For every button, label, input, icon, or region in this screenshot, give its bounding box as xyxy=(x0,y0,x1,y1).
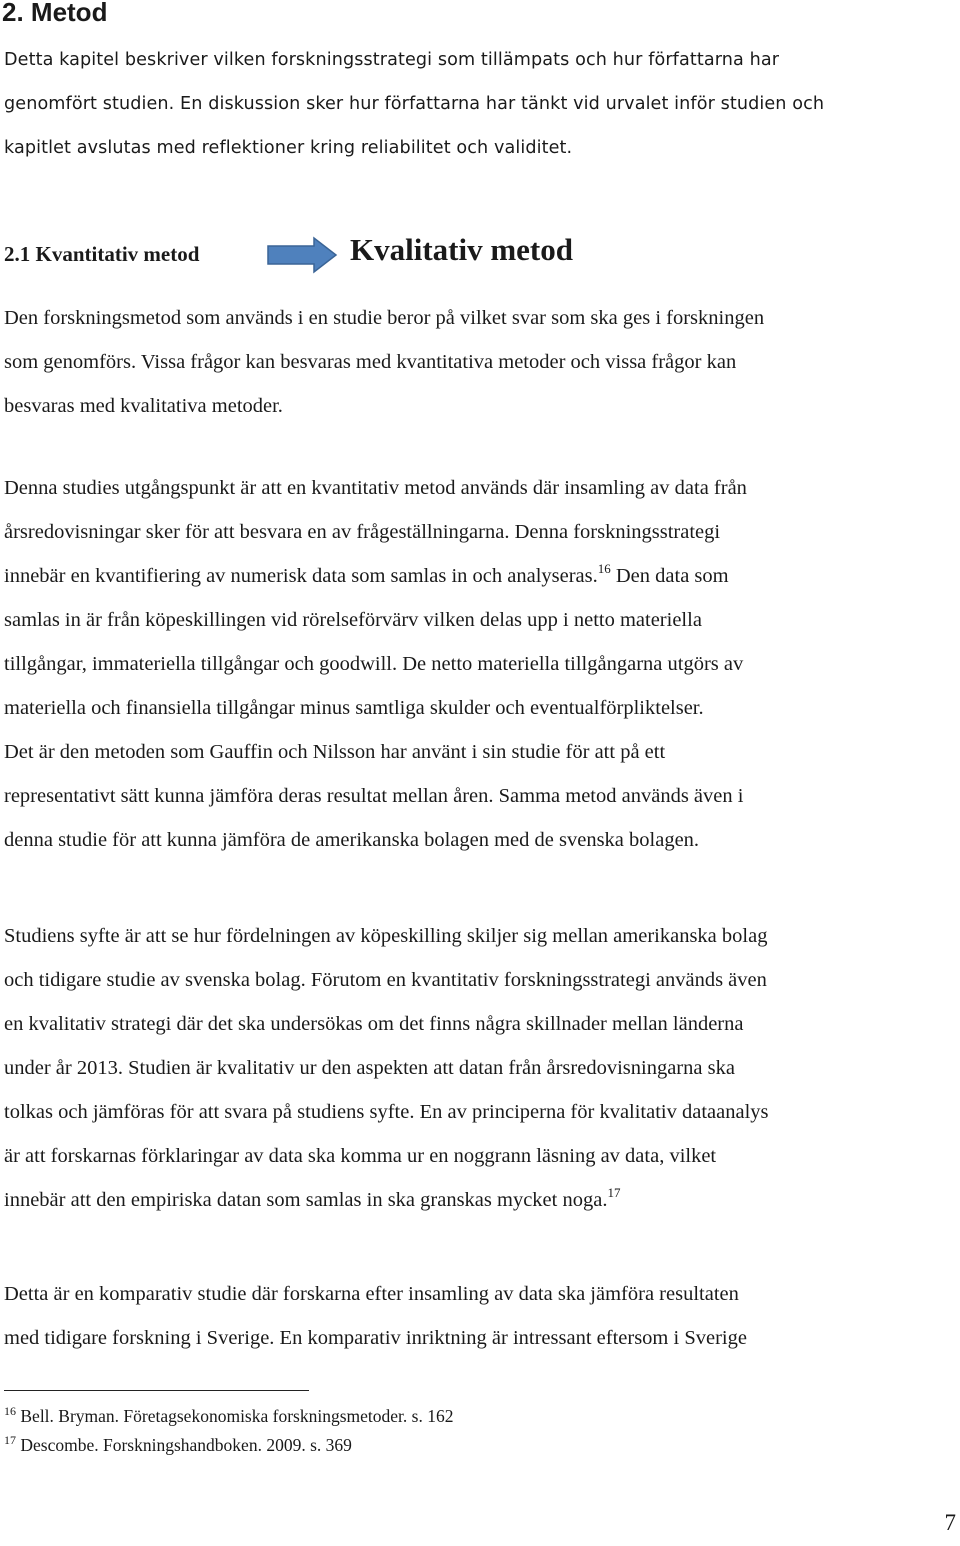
footnote-text: Bell. Bryman. Företagsekonomiska forskningsmetoder. s. 162 xyxy=(16,1406,454,1426)
body-paragraph-1: Den forskningsmetod som används i en studie beror på vilket svar som ska ges i forskningen som genomförs. Vissa frågor kan besvaras med kvantitativa metoder och vissa frågor kan besvaras med kvalitativa metoder. xyxy=(4,307,765,417)
page-number: 7 xyxy=(944,1510,956,1535)
right-arrow-icon xyxy=(266,236,338,274)
section-alt-title: Kvalitativ metod xyxy=(350,232,573,267)
section-heading xyxy=(4,228,956,288)
footnote-divider xyxy=(4,1390,309,1391)
footnote-text: Descombe. Forskningshandboken. 2009. s. 369 xyxy=(16,1435,352,1455)
paragraph-3-text: Studiens syfte är att se hur fördelningen av köpeskilling skiljer sig mellan amerikanska bolag och tidigare studie av svenska bolag. Förutom en kvantitativ forskningsstrategi används även en kvalitativ strategi där det ska undersökas om det finns några skillnader mellan länderna under år 2013. Studien är kvalitativ ur den aspekten att datan från årsredovisningarna ska tolkas och jämföras för att svara på studiens syfte. En av principerna för kvalitativ dataanalys är att forskarnas förklaringar av data ska komma ur en noggrann läsning av data, vilket innebär att den empiriska datan som samlas in ska granskas mycket noga. xyxy=(4,925,769,1211)
footnote-number: 17 xyxy=(4,1433,16,1447)
paragraph-2-text-b: Den data som samlas in är från köpeskillingen vid rörelseförvärv vilken delas upp i netto materiella tillgångar, immateriella tillgångar och goodwill. De netto materiella tillgångarna utgörs av materiella och finansiella tillgångar minus samtliga skulder och eventualförpliktelser. Det är den metoden som Gauffin och Nilsson har använt i sin studie för att på ett representativt sätt kunna jämföra deras resultat mellan åren. Samma metod används även i denna studie för att kunna jämföra de amerikanska bolagen med de svenska bolagen. xyxy=(4,565,744,851)
body-paragraph-2 xyxy=(4,466,956,862)
body-paragraph-4: Detta är en komparativ studie där forskarna efter insamling av data ska jämföra resultaten med tidigare forskning i Sverige. En komparativ inriktning är intressant eftersom i Sverige xyxy=(4,1283,747,1349)
paragraph-2-text-a: Denna studies utgångspunkt är att en kvantitativ metod används där insamling av data från årsredovisningar sker för att besvara en av frågeställningarna. Denna forskningsstrategi innebär en kvantifiering av numerisk data som samlas in och analyseras. xyxy=(4,477,747,587)
footnote-17 xyxy=(4,1433,352,1457)
footnote-number: 16 xyxy=(4,1404,16,1418)
body-paragraph-3 xyxy=(4,914,956,1222)
footnote-16 xyxy=(4,1404,453,1428)
footnote-ref-17: 17 xyxy=(607,1185,621,1200)
footnote-ref-16: 16 xyxy=(597,561,611,576)
chapter-intro: Detta kapitel beskriver vilken forskningsstrategi som tillämpats och hur författarna har genomfört studien. En diskussion sker hur författarna har tänkt vid urvalet inför studien och kapitlet avslutas med reflektioner kring reliabilitet och validitet. xyxy=(4,50,825,158)
chapter-title: 2. Metod xyxy=(2,0,108,27)
section-title: 2.1 Kvantitativ metod xyxy=(4,242,200,266)
